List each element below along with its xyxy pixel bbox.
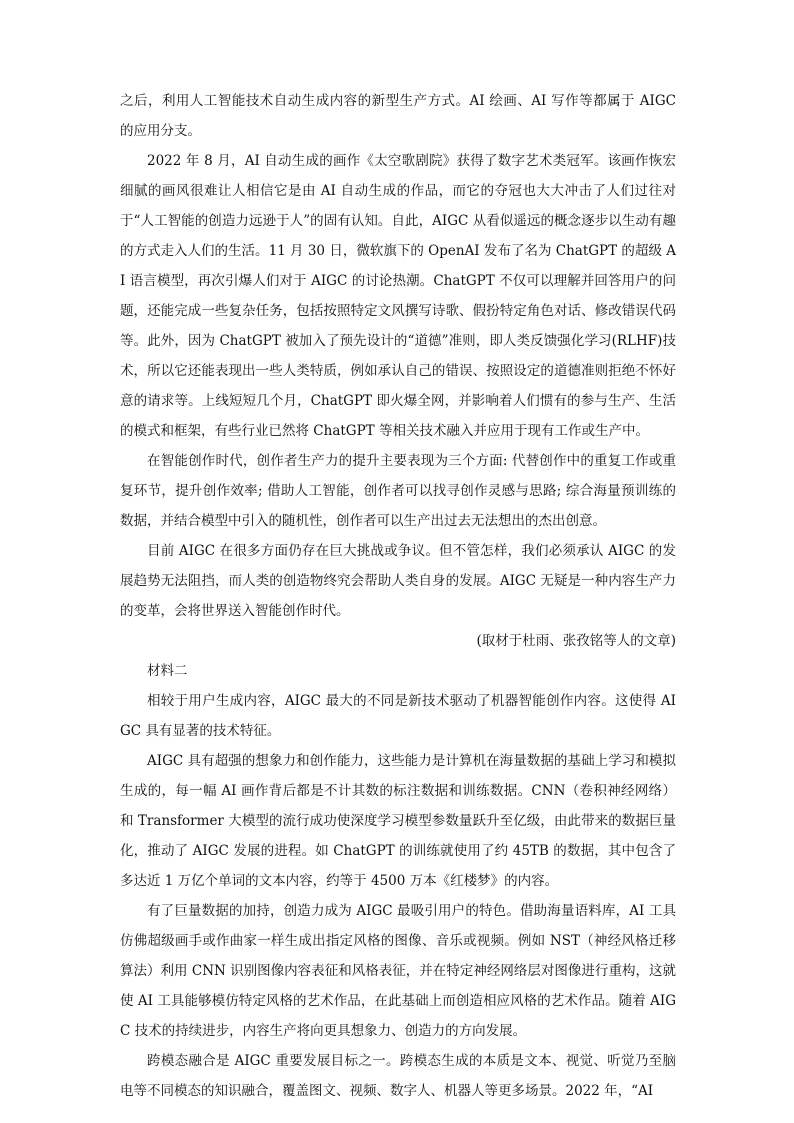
paragraph-productivity: 在智能创作时代，创作者生产力的提升主要表现为三个方面: 代替创作中的重复工作或重复环节，提升创作效率; 借助人工智能，创作者可以找寻创作灵感与思路; 综合海量预训练的数据，并结合模型中引入的随机性，创作者可以生产出过去无法想出的杰出创意。 xyxy=(120,453,676,529)
paragraph-user-content: 相较于用户生成内容，AIGC 最大的不同是新技术驱动了机器智能创作内容。这使得 AIGC 具有显著的技术特征。 xyxy=(120,693,676,739)
paragraph-continuation: 之后，利用人工智能技术自动生成内容的新型生产方式。AI 绘画、AI 写作等都属于 AIGC 的应用分支。 xyxy=(120,93,676,139)
paragraph-challenges: 目前 AIGC 在很多方面仍存在巨大挑战或争议。但不管怎样，我们必须承认 AIGC 的发展趋势无法阻挡，而人类的创造物终究会帮助人类自身的发展。AIGC 无疑是一种内容生产力的变革，会将世界送入智能创作时代。 xyxy=(120,543,676,619)
section-heading-material-two: 材料二 xyxy=(147,663,188,679)
paragraph-creativity: 有了巨量数据的加持，创造力成为 AIGC 最吸引用户的特色。借助海量语料库，AI 工具仿佛超级画手或作曲家一样生成出指定风格的图像、音乐或视频。例如 NST（神经风格迁移算法）利用 CNN 识别图像内容表征和风格表征，并在特定神经网络层对图像进行重构，这就使 AI 工具能够模仿特定风格的艺术作品，在此基础上而创造相应风格的艺术作品。随着 AIGC 技术的持续进步，内容生产将向更具想象力、创造力的方向发展。 xyxy=(120,903,676,1039)
source-citation: (取材于杜雨、张孜铭等人的文章) xyxy=(476,633,676,649)
paragraph-cross-modal: 跨模态融合是 AIGC 重要发展目标之一。跨模态生成的本质是文本、视觉、听觉乃至脑电等不同模态的知识融合，覆盖图文、视频、数字人、机器人等更多场景。2022 年，“AI xyxy=(120,1053,676,1099)
document-body xyxy=(120,86,676,1106)
paragraph-space-opera: 2022 年 8 月，AI 自动生成的画作《太空歌剧院》获得了数字艺术类冠军。该画作恢宏细腻的画风很难让人相信它是由 AI 自动生成的作品，而它的夺冠也大大冲击了人们过往对于“人工智能的创造力远逊于人”的固有认知。自此，AIGC 从看似遥远的概念逐步以生动有趣的方式走入人们的生活。11 月 30 日，微软旗下的 OpenAI 发布了名为 ChatGPT 的超级 AI 语言模型，再次引爆人们对于 AIGC 的讨论热潮。ChatGPT 不仅可以理解并回答用户的问题，还能完成一些复杂任务，包括按照特定文风撰写诗歌、假扮特定角色对话、修改错误代码等。此外，因为 ChatGPT 被加入了预先设计的“道德”准则，即人类反馈强化学习(RLHF)技术，所以它还能表现出一些人类特质，例如承认自己的错误、按照设定的道德准则拒绝不怀好意的请求等。上线短短几个月，ChatGPT 即火爆全网，并影响着人们惯有的参与生产、生活的模式和框架，有些行业已然将 ChatGPT 等相关技术融入并应用于现有工作或生产中。 xyxy=(120,153,676,439)
paragraph-imagination: AIGC 具有超强的想象力和创作能力，这些能力是计算机在海量数据的基础上学习和模拟生成的，每一幅 AI 画作背后都是不计其数的标注数据和训练数据。CNN（卷积神经网络）和 Transformer 大模型的流行成功使深度学习模型参数量跃升至亿级，由此带来的数据巨量化，推动了 AIGC 发展的进程。如 ChatGPT 的训练就使用了约 45TB 的数据，其中包含了多达近 1 万亿个单词的文本内容，约等于 4500 万本《红楼梦》的内容。 xyxy=(120,753,676,889)
